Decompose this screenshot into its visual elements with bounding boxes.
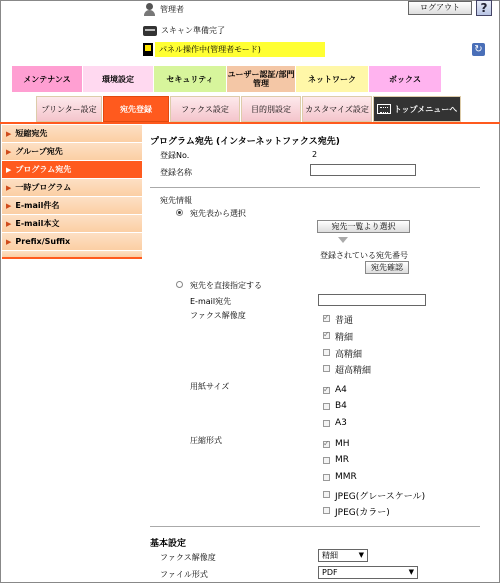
header — [140, 0, 498, 62]
sidebar-item-speed-dial[interactable] — [2, 125, 142, 143]
divider — [150, 526, 480, 527]
radio-direct-input[interactable] — [176, 281, 183, 288]
basic-fax-res-label: ファクス解像度 — [160, 553, 216, 562]
subtab-destination[interactable]: 宛先登録 — [103, 96, 169, 122]
tab-environment[interactable] — [83, 66, 153, 92]
arrow-right-icon: ▶ — [6, 183, 12, 192]
subtab-fax[interactable]: ファクス設定 — [170, 96, 240, 122]
arrow-right-icon: ▶ — [6, 165, 12, 174]
paper-size-option: A3 — [335, 418, 347, 428]
scanner-icon — [143, 26, 157, 36]
checkbox-compression-mh[interactable] — [323, 441, 330, 448]
tab-network[interactable] — [296, 66, 368, 92]
sidebar-item-program[interactable] — [2, 161, 142, 179]
sidebar-item-email-subject[interactable] — [2, 197, 142, 215]
arrow-down-icon — [338, 237, 348, 243]
reg-name-label: 登録名称 — [160, 168, 192, 177]
checkbox-compression-mr[interactable] — [323, 457, 330, 464]
arrow-right-icon: ▶ — [6, 219, 12, 228]
tab-box[interactable] — [369, 66, 441, 92]
fax-res-option: 精細 — [335, 333, 354, 343]
sidebar-item-label: Prefix/Suffix — [15, 237, 71, 246]
divider — [150, 187, 480, 188]
compression-label: 圧縮形式 — [190, 436, 222, 445]
select-from-list-button[interactable]: 宛先一覧より選択 — [317, 220, 410, 233]
file-format-select[interactable] — [318, 566, 418, 579]
sidebar-item-prefix-suffix[interactable] — [2, 233, 142, 251]
arrow-right-icon: ▶ — [6, 147, 12, 156]
tab-maintenance[interactable] — [12, 66, 82, 92]
basic-settings-label: 基本設定 — [150, 539, 187, 549]
user-info — [143, 2, 184, 16]
fax-res-option: 普通 — [335, 316, 354, 326]
panel-lock-icon — [143, 43, 153, 56]
subtab-purpose[interactable]: 目的別設定 — [241, 96, 301, 122]
checkbox-paper-b4[interactable] — [323, 403, 330, 410]
sidebar — [2, 125, 142, 259]
radio-select-from-list[interactable] — [176, 209, 183, 216]
subtab-customize[interactable]: カスタマイズ設定 — [302, 96, 372, 122]
reg-no-value: 2 — [312, 150, 318, 159]
user-icon — [143, 3, 156, 16]
sidebar-item-label: E-mail件名 — [15, 201, 60, 210]
tab-label: ネットワーク — [308, 74, 356, 84]
user-label: 管理者 — [160, 4, 184, 14]
scan-status — [143, 25, 225, 36]
sidebar-item-label: グループ宛先 — [15, 147, 63, 156]
sidebar-item-label: プログラム宛先 — [15, 165, 72, 174]
sub-tabs — [36, 96, 461, 122]
tab-security[interactable] — [154, 66, 226, 92]
tab-label: 環境設定 — [102, 74, 134, 84]
checkbox-fax-res-fine[interactable] — [323, 332, 330, 339]
sidebar-item-label: 短縮宛先 — [15, 129, 48, 138]
scan-status-text: スキャン準備完了 — [161, 26, 225, 35]
arrow-right-icon: ▶ — [6, 129, 12, 138]
checkbox-compression-jpeg-gray[interactable] — [323, 491, 330, 498]
keyboard-icon — [377, 104, 391, 114]
basic-fax-res-value: 精細 — [322, 551, 338, 560]
subtab-printer[interactable]: プリンター設定 — [36, 96, 102, 122]
reg-no-label: 登録No. — [160, 151, 190, 160]
basic-fax-res-select[interactable] — [318, 549, 368, 562]
panel-status — [143, 42, 325, 57]
tab-label: メンテナンス — [23, 74, 71, 84]
help-button[interactable]: ? — [476, 0, 492, 16]
sidebar-item-label: E-mail本文 — [15, 219, 60, 228]
refresh-icon[interactable]: ↻ — [472, 43, 485, 56]
tab-user-auth[interactable] — [227, 66, 295, 92]
reg-name-input[interactable] — [310, 164, 416, 176]
main-tabs — [12, 66, 441, 92]
fax-res-label: ファクス解像度 — [190, 311, 246, 320]
subtab-top-menu[interactable] — [373, 96, 461, 122]
paper-size-option: B4 — [335, 401, 347, 411]
checkbox-compression-mmr[interactable] — [323, 474, 330, 481]
checkbox-fax-res-superfine[interactable] — [323, 349, 330, 356]
compression-option: MMR — [335, 472, 357, 482]
chevron-down-icon: ▼ — [358, 551, 364, 559]
check-dest-button[interactable]: 宛先確認 — [365, 261, 409, 274]
file-format-label: ファイル形式 — [160, 570, 208, 579]
arrow-right-icon: ▶ — [6, 201, 12, 210]
sidebar-bottom-line — [2, 257, 142, 259]
registered-dest-label: 登録されている宛先番号 — [320, 251, 408, 260]
tab-underline — [0, 122, 500, 124]
compression-option: MR — [335, 455, 350, 465]
email-input[interactable] — [318, 294, 426, 306]
email-label: E-mail宛先 — [190, 297, 232, 306]
tab-label: セキュリティ — [166, 74, 214, 84]
tab-label: ユーザー認証/部門管理 — [227, 70, 295, 88]
compression-option: JPEG(グレースケール) — [335, 492, 426, 502]
page-title: プログラム宛先 (インターネットファクス宛先) — [150, 137, 340, 147]
radio-direct-label: 宛先を直接指定する — [190, 281, 262, 290]
chevron-down-icon: ▼ — [408, 568, 414, 576]
sidebar-item-temp-program[interactable] — [2, 179, 142, 197]
compression-option: MH — [335, 439, 350, 449]
panel-status-text: パネル操作中(管理者モード) — [155, 42, 325, 57]
tab-label: ボックス — [389, 74, 421, 84]
sidebar-item-label: 一時プログラム — [15, 183, 72, 192]
compression-option: JPEG(カラー) — [335, 508, 390, 518]
checkbox-paper-a3[interactable] — [323, 420, 330, 427]
checkbox-paper-a4[interactable] — [323, 387, 330, 394]
fax-res-option: 超高精細 — [335, 366, 372, 376]
file-format-value: PDF — [322, 568, 338, 577]
checkbox-fax-res-ultrafine[interactable] — [323, 365, 330, 372]
dest-info-label: 宛先情報 — [160, 196, 192, 205]
logout-button[interactable]: ログアウト — [408, 1, 472, 15]
paper-size-option: A4 — [335, 385, 347, 395]
checkbox-compression-jpeg-color[interactable] — [323, 507, 330, 514]
checkbox-fax-res-normal[interactable] — [323, 315, 330, 322]
sidebar-item-group[interactable] — [2, 143, 142, 161]
fax-res-option: 高精細 — [335, 350, 363, 360]
top-menu-label: トップメニューへ — [393, 104, 458, 114]
arrow-right-icon: ▶ — [6, 237, 12, 246]
paper-size-label: 用紙サイズ — [190, 382, 230, 391]
sidebar-item-email-body[interactable] — [2, 215, 142, 233]
radio-select-label: 宛先表から選択 — [190, 209, 246, 218]
